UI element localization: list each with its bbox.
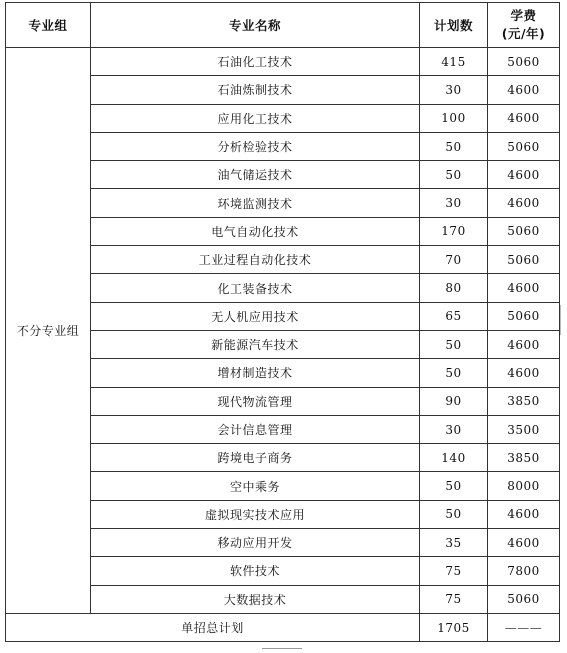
page-edge-divider	[560, 305, 567, 335]
tuition-fee-cell: 4600	[488, 76, 560, 104]
plan-count-cell: 50	[420, 359, 488, 387]
group-cell: 不分专业组	[6, 48, 91, 614]
bottom-edge-divider	[262, 648, 302, 653]
major-name-cell: 大数据技术	[91, 585, 420, 613]
tuition-fee-cell: 3850	[488, 444, 560, 472]
major-name-cell: 空中乘务	[91, 472, 420, 500]
header-fee	[488, 3, 560, 48]
plan-count-cell: 75	[420, 557, 488, 585]
tuition-fee-cell: 4600	[488, 359, 560, 387]
major-name-cell: 工业过程自动化技术	[91, 246, 420, 274]
header-fee-line2: (元/年)	[501, 26, 546, 41]
total-label: 单招总计划	[6, 613, 420, 641]
major-name-cell: 油气储运技术	[91, 161, 420, 189]
plan-count-cell: 100	[420, 104, 488, 132]
major-name-cell: 新能源汽车技术	[91, 330, 420, 358]
tuition-fee-cell: 5060	[488, 585, 560, 613]
plan-count-cell: 80	[420, 274, 488, 302]
total-row	[6, 613, 560, 641]
header-major: 专业名称	[91, 3, 420, 48]
major-name-cell: 环境监测技术	[91, 189, 420, 217]
plan-count-cell: 30	[420, 76, 488, 104]
major-name-cell: 增材制造技术	[91, 359, 420, 387]
major-name-cell: 无人机应用技术	[91, 302, 420, 330]
plan-count-cell: 35	[420, 529, 488, 557]
tuition-fee-cell: 3850	[488, 387, 560, 415]
table-header-row	[6, 3, 560, 48]
plan-count-cell: 50	[420, 132, 488, 160]
major-name-cell: 跨境电子商务	[91, 444, 420, 472]
total-fee: ———	[488, 613, 560, 641]
plan-count-cell: 75	[420, 585, 488, 613]
major-name-cell: 石油化工技术	[91, 48, 420, 76]
major-name-cell: 会计信息管理	[91, 415, 420, 443]
tuition-fee-cell: 5060	[488, 217, 560, 245]
major-name-cell: 移动应用开发	[91, 529, 420, 557]
plan-count-cell: 70	[420, 246, 488, 274]
plan-count-cell: 30	[420, 189, 488, 217]
tuition-fee-cell: 5060	[488, 132, 560, 160]
plan-count-cell: 30	[420, 415, 488, 443]
tuition-fee-cell: 5060	[488, 246, 560, 274]
tuition-fee-cell: 4600	[488, 104, 560, 132]
tuition-fee-cell: 3500	[488, 415, 560, 443]
tuition-fee-cell: 8000	[488, 472, 560, 500]
tuition-fee-cell: 4600	[488, 161, 560, 189]
tuition-fee-cell: 7800	[488, 557, 560, 585]
major-name-cell: 分析检验技术	[91, 132, 420, 160]
table-row	[6, 48, 560, 76]
major-name-cell: 化工装备技术	[91, 274, 420, 302]
tuition-fee-cell: 4600	[488, 500, 560, 528]
major-name-cell: 虚拟现实技术应用	[91, 500, 420, 528]
plan-count-cell: 50	[420, 472, 488, 500]
major-name-cell: 电气自动化技术	[91, 217, 420, 245]
tuition-fee-cell: 4600	[488, 274, 560, 302]
tuition-fee-cell: 4600	[488, 330, 560, 358]
plan-count-cell: 140	[420, 444, 488, 472]
tuition-fee-cell: 4600	[488, 189, 560, 217]
header-group: 专业组	[6, 3, 91, 48]
enrollment-plan-table	[5, 2, 560, 642]
major-name-cell: 现代物流管理	[91, 387, 420, 415]
plan-count-cell: 90	[420, 387, 488, 415]
header-fee-line1: 学费	[510, 8, 537, 23]
major-name-cell: 应用化工技术	[91, 104, 420, 132]
major-name-cell: 石油炼制技术	[91, 76, 420, 104]
tuition-fee-cell: 4600	[488, 529, 560, 557]
tuition-fee-cell: 5060	[488, 302, 560, 330]
tuition-fee-cell: 5060	[488, 48, 560, 76]
major-name-cell: 软件技术	[91, 557, 420, 585]
plan-count-cell: 170	[420, 217, 488, 245]
header-plan: 计划数	[420, 3, 488, 48]
total-plan: 1705	[420, 613, 488, 641]
plan-count-cell: 50	[420, 161, 488, 189]
plan-count-cell: 65	[420, 302, 488, 330]
plan-count-cell: 50	[420, 500, 488, 528]
plan-count-cell: 415	[420, 48, 488, 76]
plan-count-cell: 50	[420, 330, 488, 358]
